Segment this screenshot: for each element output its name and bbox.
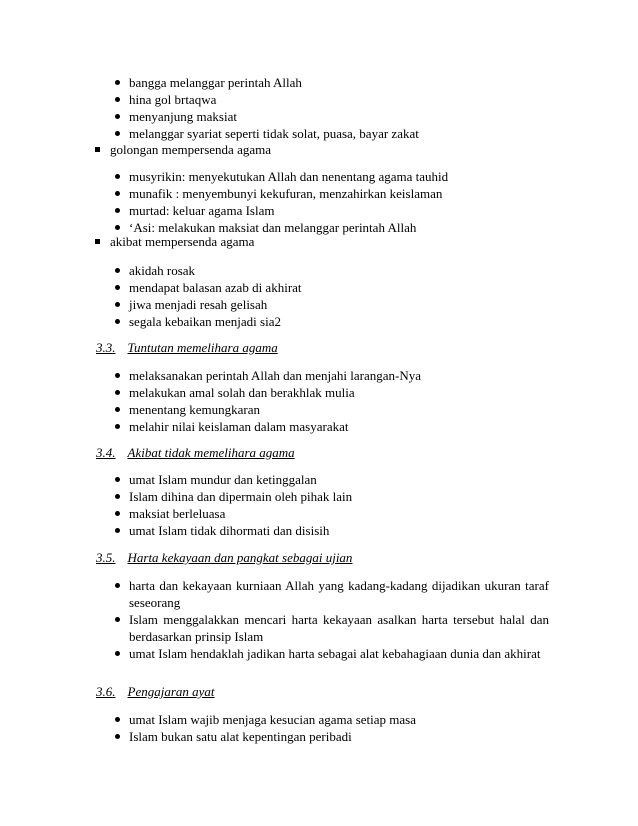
- bullet-list-3-4: [109, 471, 549, 539]
- list-item: umat Islam hendaklah jadikan harta sebagai alat kebahagiaan dunia dan akhirat: [129, 646, 541, 661]
- bullet-list-1: [109, 74, 549, 142]
- group-heading-akibat: akibat mempersenda agama: [94, 233, 254, 250]
- bullet-list-3-6: [109, 711, 549, 745]
- section-heading-3-5: 3.5. Harta kekayaan dan pangkat sebagai ujian: [96, 550, 353, 565]
- list-item: akidah rosak: [129, 263, 196, 278]
- square-bullet-icon: [95, 147, 100, 152]
- list-item: ‘Asi: melakukan maksiat dan melanggar perintah Allah: [129, 220, 417, 235]
- list-item: hina gol brtaqwa: [129, 92, 217, 107]
- list-item: menyanjung maksiat: [129, 109, 237, 124]
- section-heading-3-3: 3.3. Tuntutan memelihara agama: [96, 340, 278, 355]
- section-heading-3-4: 3.4. Akibat tidak memelihara agama: [96, 445, 295, 460]
- list-item: Islam dihina dan dipermain oleh pihak lain: [129, 489, 353, 504]
- list-item: musyrikin: menyekutukan Allah dan nenentang agama tauhid: [129, 169, 449, 184]
- list-item: harta dan kekayaan kurniaan Allah yang kadang-kadang dijadikan ukuran taraf seseorang: [129, 578, 549, 610]
- list-item: melakukan amal solah dan berakhlak mulia: [129, 385, 355, 400]
- list-item: maksiat berleluasa: [129, 506, 226, 521]
- list-item: Islam menggalakkan mencari harta kekayaan asalkan harta tersebut halal dan berdasarkan prinsip Islam: [129, 612, 549, 644]
- section-heading-3-6: 3.6. Pengajaran ayat: [96, 684, 215, 699]
- bullet-list-3-3: [109, 367, 549, 435]
- list-item: munafik : menyembunyi kekufuran, menzahirkan keislaman: [129, 186, 443, 201]
- list-item: bangga melanggar perintah Allah: [129, 75, 302, 90]
- list-item: Islam bukan satu alat kepentingan peribadi: [129, 729, 352, 744]
- group-heading-mempersenda: golongan mempersenda agama: [94, 141, 271, 158]
- list-item: jiwa menjadi resah gelisah: [129, 297, 268, 312]
- list-item: murtad: keluar agama Islam: [129, 203, 275, 218]
- list-item: umat Islam tidak dihormati dan disisih: [129, 523, 330, 538]
- bullet-list-3: [109, 262, 549, 330]
- list-item: segala kebaikan menjadi sia2: [129, 314, 281, 329]
- square-bullet-icon: [95, 239, 100, 244]
- list-item: umat Islam mundur dan ketinggalan: [129, 472, 317, 487]
- list-item: melanggar syariat seperti tidak solat, puasa, bayar zakat: [129, 126, 419, 141]
- bullet-list-3-5: [109, 577, 549, 662]
- list-item: umat Islam wajib menjaga kesucian agama setiap masa: [129, 712, 416, 727]
- list-item: menentang kemungkaran: [129, 402, 261, 417]
- list-item: melahir nilai keislaman dalam masyarakat: [129, 419, 349, 434]
- list-item: melaksanakan perintah Allah dan menjahi larangan-Nya: [129, 368, 422, 383]
- list-item: mendapat balasan azab di akhirat: [129, 280, 302, 295]
- bullet-list-2: [109, 168, 549, 236]
